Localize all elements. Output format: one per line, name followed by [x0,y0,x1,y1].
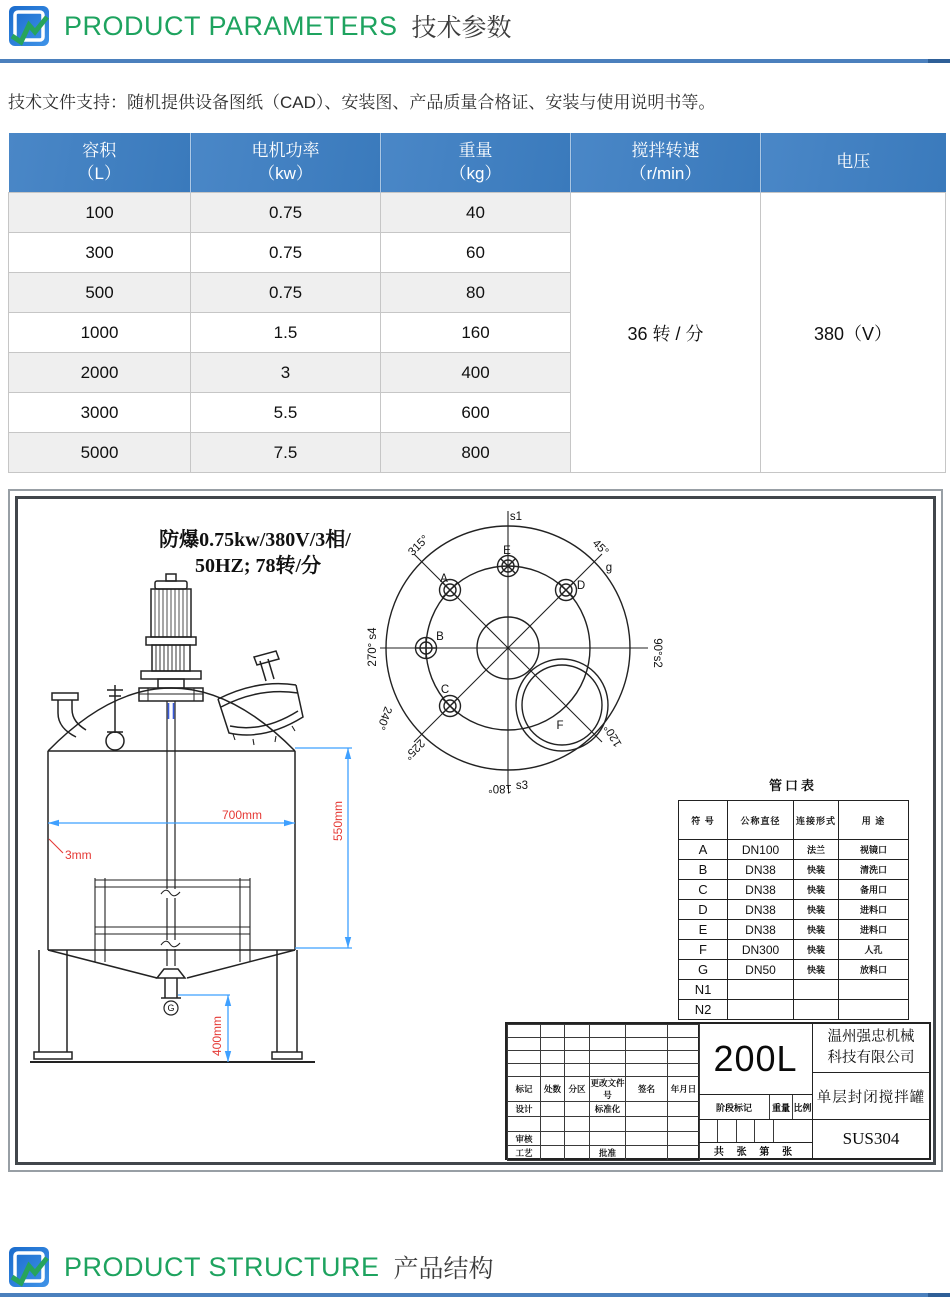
col-header-weight: 重量 （kg） [381,133,571,193]
cell-volume: 100 [9,193,191,233]
nozzle-row: N2 [679,1000,909,1020]
spec-table [8,133,946,473]
section-title-zh: 产品结构 [393,1255,494,1283]
nozzle-row: C DN38 快装 备用口 [679,880,909,900]
dim-leg-height-label: 400mm [210,1015,224,1057]
nozzle-col-conn: 连接形式 [794,801,839,840]
cell-power: 7.5 [191,433,381,473]
angle-label-240: 240° [374,704,394,732]
title-block [505,1022,931,1160]
port-label-b: B [436,631,444,643]
port-label-c: C [440,684,450,696]
role-row-empty [508,1117,700,1132]
port-label-f: F [556,720,564,732]
cell-volume: 300 [9,233,191,273]
cell-weight: 600 [381,393,571,433]
angle-label-45: 45° [589,537,611,559]
angle-label-120: 120° [602,722,625,749]
cell-weight: 80 [381,273,571,313]
nozzle-row: F DN300 快装 人孔 [679,940,909,960]
cell-power: 1.5 [191,313,381,353]
cell-weight: 400 [381,353,571,393]
nozzle-row: A DN100 法兰 视镜口 [679,840,909,860]
cell-volume: 2000 [9,353,191,393]
tech-support-note: 技术文件支持：随机提供设备图纸（CAD）、安装图、产品质量合格证、安装与使用说明书等。 [8,93,716,112]
nozzle-row: G DN50 快装 放料口 [679,960,909,980]
nozzle-header-row [679,801,909,840]
title-block-right [813,1024,929,1158]
revision-row [508,1064,700,1077]
title-block-revision-grid [507,1024,699,1158]
revision-row [508,1038,700,1051]
nozzle-col-use: 用 途 [839,801,909,840]
brand-logo-icon [8,5,50,47]
angle-label-225: 225° [401,736,427,762]
spec-header-row [9,133,946,193]
cell-power: 0.75 [191,193,381,233]
bottom-outlet-label: G [167,1003,175,1013]
motor-note-line2: 50HZ; 78转/分 [194,555,322,577]
angle-label-315: 315° [406,533,432,559]
cell-volume: 5000 [9,433,191,473]
divider-rule [0,1293,950,1297]
stage-row [699,1095,812,1120]
cell-weight: 60 [381,233,571,273]
section-title-en: PRODUCT STRUCTURE [64,1251,380,1282]
angle-label-180: 180° [488,782,512,794]
col-header-voltage: 电压 [761,133,946,193]
cell-power: 0.75 [191,273,381,313]
port-label-a: A [440,573,448,585]
cell-power: 0.75 [191,233,381,273]
revision-header-row: 标记 处数 分区 更改文件号 签名 年月日 [508,1077,700,1102]
tank-front-view [30,574,315,1062]
col-header-volume: 容积 （L） [9,133,191,193]
nozzle-col-symbol: 符 号 [679,801,728,840]
col-header-motor-power: 电机功率 （kw） [191,133,381,193]
role-row-check: 审核 [508,1132,700,1146]
motor-note-line1: 防爆0.75kw/380V/3相/ [159,529,351,551]
revision-row [508,1051,700,1064]
cell-volume: 3000 [9,393,191,433]
dim-width-label: 700mm [221,808,263,822]
section-title-zh: 技术参数 [411,14,512,42]
weight-label: 重量 [770,1095,793,1119]
axis-label-s3: s3 [515,780,529,792]
port-label-d: D [576,580,586,592]
stir-speed-value: 36 转 / 分 [571,193,761,473]
section-header-parameters [0,5,512,47]
brand-logo-icon [8,1246,50,1288]
divider-rule [0,59,950,63]
title-block-middle [699,1024,813,1158]
stage-mini-grid [699,1120,812,1143]
manhole-lid [218,651,303,745]
nozzle-row: E DN38 快装 进料口 [679,920,909,940]
port-label-e: E [503,545,511,557]
sheet-count: 共 张 第 张 [713,1147,798,1158]
revision-row [508,1025,700,1038]
company-name: 温州强忠机械 科技有限公司 [813,1024,929,1073]
col-header-stir-speed: 搅拌转速 （r/min） [571,133,761,193]
angle-label-270-s4: 270° s4 [367,627,379,667]
table-row [9,193,946,233]
angle-label-90-s2: 90°s2 [651,638,663,668]
cell-power: 5.5 [191,393,381,433]
model-capacity: 200L [699,1024,812,1095]
dim-height-label: 550mm [331,800,345,842]
top-view-labels [367,511,663,794]
nozzle-table [678,800,909,1020]
axis-label-s1: s1 [509,511,523,523]
material-spec: SUS304 [842,1129,900,1148]
nozzle-table-title: 管口表 [768,778,817,793]
dim-wall-thickness-label: 3mm [65,848,92,862]
cell-power: 3 [191,353,381,393]
dimension-labels [65,801,345,1056]
cad-drawing-panel [8,489,943,1172]
angle-label-g: g [605,562,613,574]
nozzle-row: D DN38 快装 进料口 [679,900,909,920]
role-row-design: 设计 标准化 [508,1102,700,1117]
nozzle-table-wrap [678,775,908,1020]
nozzle-col-dn: 公称直径 [728,801,794,840]
cell-weight: 40 [381,193,571,233]
voltage-value: 380（V） [761,193,946,473]
nozzle-row: N1 [679,980,909,1000]
section-title-en: PRODUCT PARAMETERS [64,10,398,41]
stage-label: 阶段标记 [699,1095,770,1119]
section-header-structure [0,1246,494,1288]
cell-volume: 1000 [9,313,191,353]
cell-weight: 160 [381,313,571,353]
product-name: 单层封闭搅拌罐 [813,1073,929,1120]
scale-label: 比例 [793,1102,812,1113]
cell-weight: 800 [381,433,571,473]
dimension-lines [48,748,352,1062]
nozzle-row: B DN38 快装 清洗口 [679,860,909,880]
cell-volume: 500 [9,273,191,313]
role-row-process: 工艺 批准 [508,1146,700,1161]
